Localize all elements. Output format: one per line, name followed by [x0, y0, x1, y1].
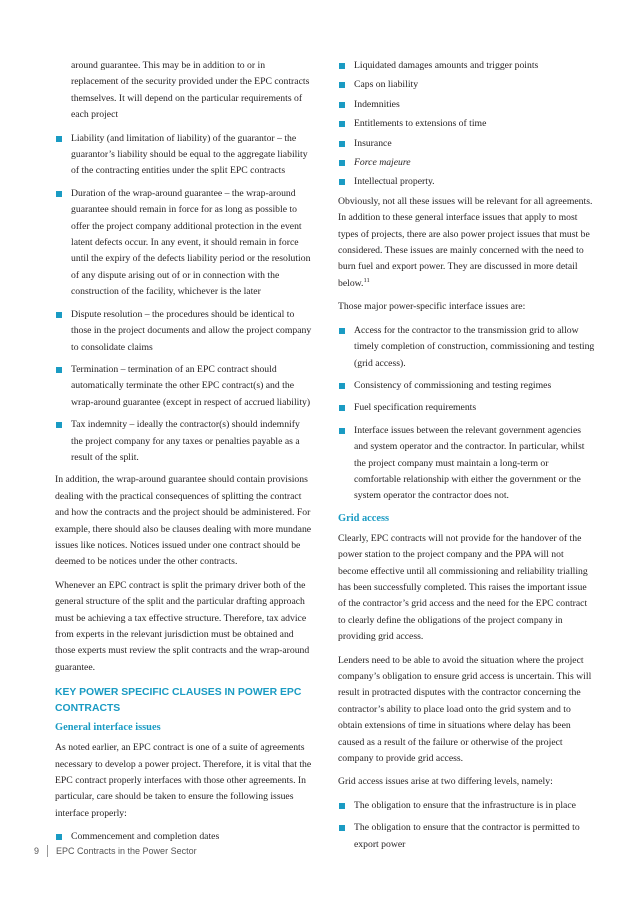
list-item: Intellectual property.: [338, 174, 596, 190]
square-bullet-icon: [339, 179, 345, 185]
square-bullet-icon: [339, 428, 345, 434]
interface-bullet-list: [55, 829, 313, 845]
square-bullet-icon: [56, 312, 62, 318]
square-bullet-icon: [339, 405, 345, 411]
power-issues-bullet-list: [338, 323, 596, 505]
square-bullet-icon: [339, 160, 345, 166]
square-bullet-icon: [339, 82, 345, 88]
list-item: Force majeure: [338, 155, 596, 171]
list-item: Insurance: [338, 136, 596, 152]
list-item: Liquidated damages amounts and trigger points: [338, 58, 596, 74]
square-bullet-icon: [56, 191, 62, 197]
paragraph: Lenders need to be able to avoid the situation where the project company’s obligation to ensure grid access is uncertain. This will result in protracted disputes with the contractor concerning the contractor’s ability to place load onto the grid system and to obtain extensions of time in situations where delay has been caused as a result of the failure or otherwise of the project company to provide grid access.: [338, 654, 592, 765]
right-column: [338, 58, 596, 859]
paragraph: Whenever an EPC contract is split the primary driver both of the general structure of the split and the particular drafting approach must be achieving a tax effective structure. Therefore, tax advice from experts in the relevant jurisdiction must be obtained and those experts must review the split contracts and the wrap-around guarantee.: [55, 579, 310, 673]
grid-access-bullet-list: [338, 798, 596, 853]
section-heading: KEY POWER SPECIFIC CLAUSES IN POWER EPC CONTRACTS: [55, 687, 302, 715]
paragraph: Obviously, not all these issues will be relevant for all agreements. In addition to these general interface issues that apply to most types of projects, there are also power project issues that must be considered. These issues are mainly concerned with the need to burn fuel and export power. They are discussed in more detail below.$^{11}$: [338, 195, 593, 289]
list-item: Commencement and completion dates: [55, 829, 313, 845]
list-item: Termination – termination of an EPC contract should automatically terminate the other EPC contract(s) and the wrap-around guarantee (except in respect of accrued liability): [55, 362, 313, 411]
paragraph: Those major power-specific interface issues are:: [338, 301, 526, 313]
footer-divider: [47, 845, 48, 857]
list-item: Fuel specification requirements: [338, 400, 596, 416]
interface-bullet-list-continued: [338, 58, 596, 191]
square-bullet-icon: [56, 422, 62, 428]
list-item: Duration of the wrap-around guarantee – the wrap-around guarantee should remain in force for as long as possible to offer the project company additional protection in the event latent defects occur. In any event, it should remain in force until the expiry of the defects liability period or the resolution of any dispute arising out of or in connection with the construction of the facility, whichever is the later: [55, 186, 313, 301]
footer-title: EPC Contracts in the Power Sector: [56, 846, 197, 856]
square-bullet-icon: [339, 63, 345, 69]
list-item: Indemnities: [338, 97, 596, 113]
paragraph: In addition, the wrap-around guarantee should contain provisions dealing with the practical consequences of splitting the contract and how the contracts and the project should be administered. For example, there should also be clauses dealing with more mundane issues like notices. Notices issued under one contract should be deemed to be notices under the other contracts.: [55, 474, 312, 568]
square-bullet-icon: [56, 367, 62, 373]
footnote-ref: 11: [363, 276, 370, 284]
list-item: Interface issues between the relevant government agencies and system operator and the contractor. In particular, whilst the project company must maintain a long-term or comfortable relationship with either the government or the system operator the contractor does not.: [338, 423, 596, 505]
list-item: Access for the contractor to the transmission grid to allow timely completion of construction, commissioning and testing (grid access).: [338, 323, 596, 372]
list-item: Liability (and limitation of liability) of the guarantor – the guarantor’s liability should be equal to the aggregate liability of the contracting entities under the split EPC contracts: [55, 131, 313, 180]
paragraph: Grid access issues arise at two differing levels, namely:: [338, 776, 553, 788]
page-number: 9: [34, 846, 40, 856]
wrap-around-bullet-list: [55, 131, 313, 467]
square-bullet-icon: [339, 383, 345, 389]
square-bullet-icon: [339, 141, 345, 147]
square-bullet-icon: [339, 803, 345, 809]
intro-continuation: around guarantee. This may be in addition to or in replacement of the security provided under the EPC contracts themselves. It will depend on the particular requirements of each project: [71, 60, 310, 121]
square-bullet-icon: [56, 136, 62, 142]
left-column: [55, 58, 313, 852]
paragraph: Clearly, EPC contracts will not provide for the handover of the power station to the project company and the PPA will not become effective until all commissioning and reliability trialling has been successfully completed. This raises the important issue of the contractor’s grid access and the need for the EPC contract to clearly define the obligations of the project company in providing grid access.: [338, 532, 588, 643]
list-item: Caps on liability: [338, 77, 596, 93]
list-item: Entitlements to extensions of time: [338, 116, 596, 132]
square-bullet-icon: [339, 825, 345, 831]
page-footer: [34, 845, 197, 857]
list-item: Tax indemnity – ideally the contractor(s) should indemnify the project company for any taxes or penalties payable as a result of the split.: [55, 417, 313, 466]
square-bullet-icon: [56, 834, 62, 840]
square-bullet-icon: [339, 121, 345, 127]
square-bullet-icon: [339, 102, 345, 108]
subheading: General interface issues: [55, 722, 161, 734]
list-item: Consistency of commissioning and testing regimes: [338, 378, 596, 394]
subheading: Grid access: [338, 512, 390, 524]
square-bullet-icon: [339, 328, 345, 334]
paragraph: As noted earlier, an EPC contract is one of a suite of agreements necessary to develop a power project. Therefore, it is vital that the EPC contract properly interfaces with those other agreements. In particular, care should be taken to ensure the following issues interface properly:: [55, 742, 312, 819]
list-item: The obligation to ensure that the infrastructure is in place: [338, 798, 596, 814]
list-item: The obligation to ensure that the contractor is permitted to export power: [338, 820, 596, 853]
list-item: Dispute resolution – the procedures should be identical to those in the project documents and allow the project company to consolidate claims: [55, 307, 313, 356]
